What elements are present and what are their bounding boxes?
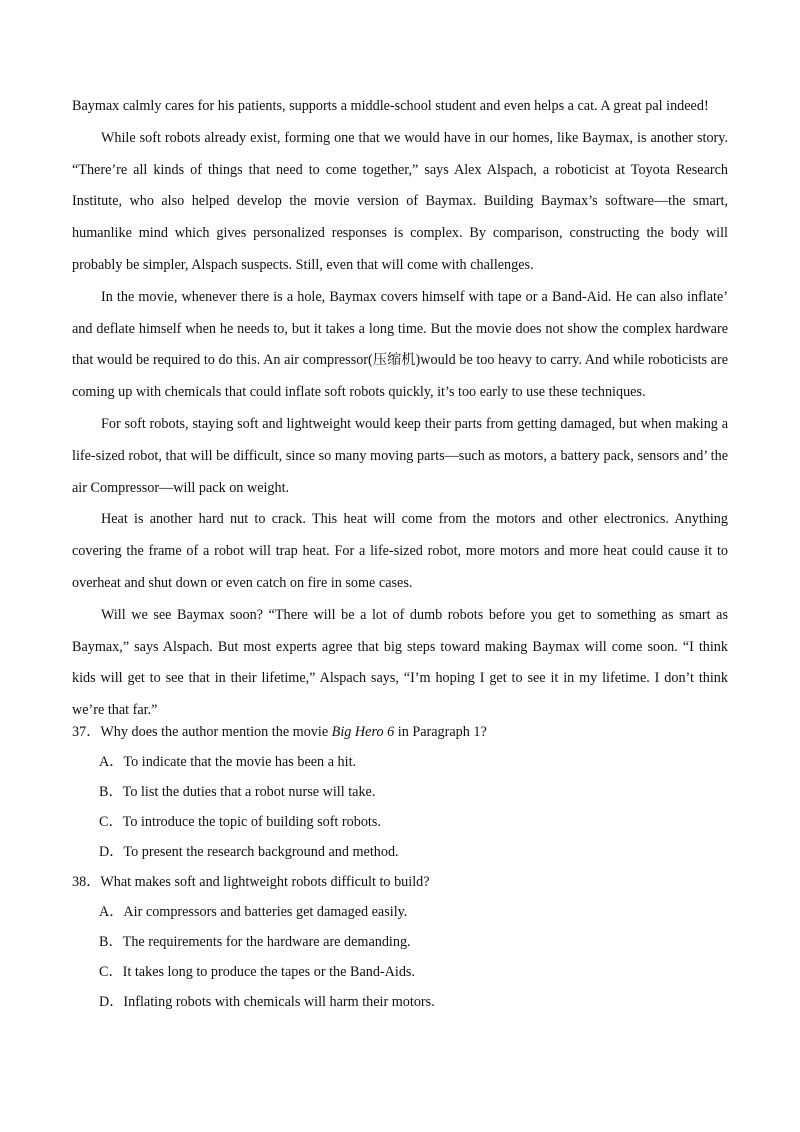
answer-option-d: D．To present the research background and method. — [99, 844, 399, 860]
passage-paragraph-2: While soft robots already exist, forming one that we would have in our homes, like Baymax, is another story. “There’re all kinds of things that need to come together,” says Alex Alspach, a roboticist at Toyota Research Institute, who also helped develop the movie version of Baymax. Building Baymax’s software—the smart, humanlike mind which gives personalized responses is complex. By comparison, constructing the body will probably be simpler, Alspach suspects. Still, even that will come with challenges. — [72, 129, 728, 273]
answer-option-b: B．To list the duties that a robot nurse will take. — [99, 784, 376, 800]
answer-option-a: A．To indicate that the movie has been a hit. — [99, 754, 357, 770]
question-stem-text: What makes soft and lightweight robots difficult to build? — [100, 874, 430, 890]
answer-option-a: A．Air compressors and batteries get damaged easily. — [99, 904, 408, 920]
answer-option-c: C．It takes long to produce the tapes or the Band-Aids. — [99, 964, 415, 980]
answer-option-b: B．The requirements for the hardware are demanding. — [99, 934, 411, 950]
passage-paragraph-6: Will we see Baymax soon? “There will be a lot of dumb robots before you get to something as smart as Baymax,” says Alspach. But most experts agree that big steps toward making Baymax will come soon. “I think kids will get to see that in their lifetime,” Alspach says, “I’m hoping I get to see it in my lifetime. I don’t think we’re that far.” — [72, 606, 728, 719]
question-stem-text-end: in Paragraph 1? — [394, 724, 487, 740]
question-number: 37． — [72, 724, 101, 740]
question-stem-text: Why does the author mention the movie — [100, 724, 332, 740]
question-38 — [72, 867, 728, 1017]
passage-paragraph-5: Heat is another hard nut to crack. This heat will come from the motors and other electronics. Anything covering the frame of a robot will trap heat. For a life-sized robot, more motors and more heat could cause it to overheat and shut down or even catch on fire in some cases. — [72, 511, 728, 591]
question-section — [72, 717, 728, 1017]
question-37 — [72, 717, 728, 867]
answer-option-c: C．To introduce the topic of building soft robots. — [99, 814, 381, 830]
question-number: 38． — [72, 874, 101, 890]
question-stem — [72, 717, 728, 747]
reading-passage — [72, 91, 728, 727]
passage-paragraph-4: For soft robots, staying soft and lightweight would keep their parts from getting damaged, but when making a life-sized robot, that will be difficult, since so many moving parts—such as motors, a battery pack, sensors and’ the air Compressor—will pack on weight. — [72, 415, 728, 496]
passage-paragraph-3: In the movie, whenever there is a hole, Baymax covers himself with tape or a Band-Aid. He can also inflate’ and deflate himself when he needs to, but it takes a long time. But the movie does not show the complex hardware that would be required to do this. An air compressor(压缩机)would be too heavy to carry. And while roboticists are coming up with chemicals that could inflate soft robots quickly, it’s too early to use these techniques. — [72, 288, 728, 401]
question-stem — [72, 867, 728, 897]
passage-paragraph-1: Baymax calmly cares for his patients, supports a middle-school student and even helps a cat. A great pal indeed! — [72, 98, 709, 114]
answer-option-d: D．Inflating robots with chemicals will harm their motors. — [99, 994, 435, 1010]
movie-title: Big Hero 6 — [331, 724, 395, 740]
